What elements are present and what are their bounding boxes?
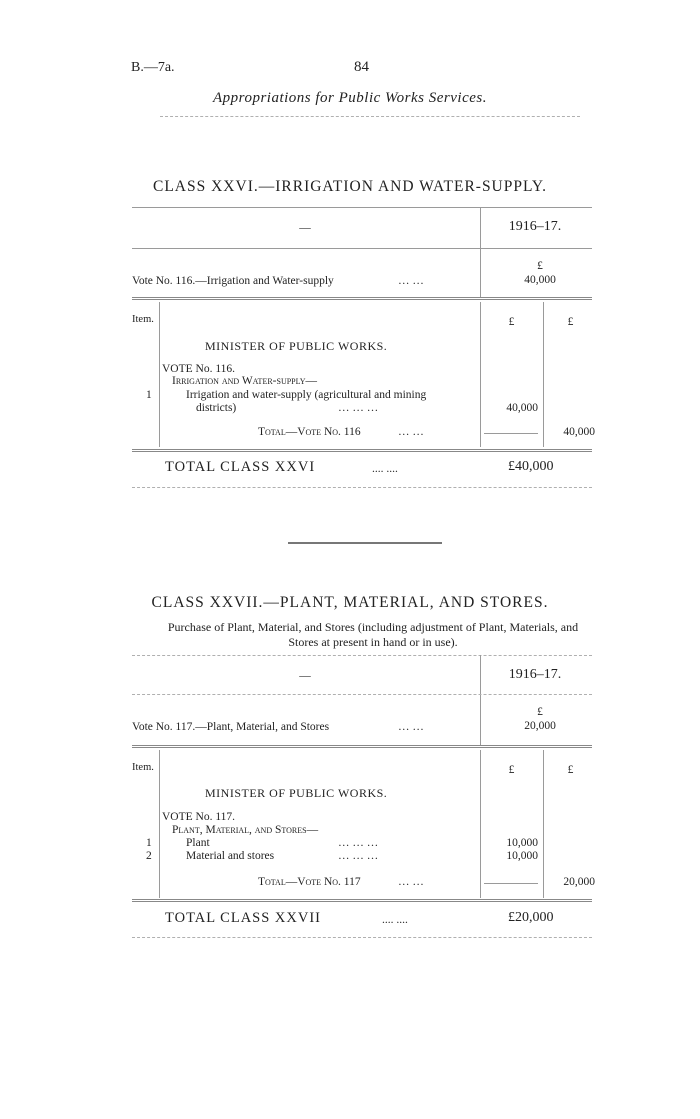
year-header: 1916–17. (508, 219, 562, 234)
pound-symbol: £ (567, 316, 574, 328)
item-label: Item. (132, 762, 154, 773)
year-header: 1916–17. (508, 667, 562, 682)
table-rule (132, 297, 592, 300)
table-rule (132, 937, 592, 938)
pound-symbol: £ (508, 316, 515, 328)
subtotal-rule (484, 883, 538, 884)
table-rule (132, 899, 592, 902)
item-column-divider (159, 750, 160, 898)
table-rule (132, 745, 592, 748)
class-total-amount: £20,000 (508, 910, 554, 925)
class-xxvii-description: Purchase of Plant, Material, and Stores (including adjustment of Plant, Materials, and Stores at present in hand or in use). (167, 620, 579, 649)
item-amount: 10,000 (506, 837, 538, 849)
section-separator (288, 542, 442, 544)
header-rule (160, 116, 580, 117)
table-rule (132, 694, 592, 695)
vote-heading: VOTE No. 116. (162, 363, 236, 375)
minister-heading: MINISTER OF PUBLIC WORKS. (205, 786, 388, 800)
item-text-continued: districts) (196, 402, 237, 414)
item-dots: … … … (338, 402, 379, 414)
item-number: 2 (146, 850, 152, 862)
pound-symbol: £ (567, 764, 574, 776)
item-dots: … … … (338, 837, 379, 849)
table-rule (132, 207, 592, 208)
item-amount: 40,000 (506, 402, 538, 414)
class-total-dots: .... .... (382, 914, 408, 926)
header-dash: — (299, 222, 311, 234)
table-rule (132, 248, 592, 249)
currency-symbol: £ (537, 260, 543, 272)
table-rule (132, 449, 592, 452)
subhead: Irrigation and Water-supply— (172, 375, 317, 387)
page-number: 84 (354, 59, 369, 75)
total-vote-amount: 20,000 (563, 876, 595, 888)
item-text: Material and stores (186, 850, 275, 862)
document-reference: B.—7a. (131, 60, 175, 75)
page-title: Appropriations for Public Works Services. (213, 90, 487, 106)
item-number: 1 (146, 389, 152, 401)
subtotal-rule (484, 433, 538, 434)
total-vote-label: Total—Vote No. 117 (258, 876, 361, 888)
table-rule (132, 487, 592, 488)
total-vote-amount: 40,000 (563, 426, 595, 438)
vote-heading: VOTE No. 117. (162, 811, 236, 823)
table-rule (132, 655, 592, 656)
currency-symbol: £ (537, 706, 543, 718)
total-vote-dots: … … (398, 426, 424, 438)
vote-line: Vote No. 117.—Plant, Material, and Stores (132, 721, 330, 733)
total-vote-label: Total—Vote No. 116 (258, 426, 361, 438)
item-amount: 10,000 (506, 850, 538, 862)
class-xxvi-title: CLASS XXVI.—IRRIGATION AND WATER-SUPPLY. (153, 178, 547, 195)
class-xxvii-title: CLASS XXVII.—PLANT, MATERIAL, AND STORES. (151, 594, 549, 611)
class-total-dots: .... .... (372, 463, 398, 475)
item-column-divider (159, 302, 160, 447)
header-dash: — (299, 670, 311, 682)
item-label: Item. (132, 314, 154, 325)
class-total-label: TOTAL CLASS XXVII (165, 910, 322, 926)
item-dots: … … … (338, 850, 379, 862)
total-vote-dots: … … (398, 876, 424, 888)
vote-amount: 40,000 (524, 274, 556, 286)
vote-dots: … … (398, 721, 424, 733)
class-total-amount: £40,000 (508, 459, 554, 474)
minister-heading: MINISTER OF PUBLIC WORKS. (205, 339, 388, 353)
item-text: Plant (186, 837, 210, 849)
vote-amount: 20,000 (524, 720, 556, 732)
vote-line: Vote No. 116.—Irrigation and Water-supply (132, 275, 334, 287)
class-total-label: TOTAL CLASS XXVI (165, 459, 316, 475)
item-text: Irrigation and water-supply (agricultural and mining (186, 389, 427, 401)
item-number: 1 (146, 837, 152, 849)
pound-symbol: £ (508, 764, 515, 776)
vote-dots: … … (398, 275, 424, 287)
subhead: Plant, Material, and Stores— (172, 824, 319, 836)
